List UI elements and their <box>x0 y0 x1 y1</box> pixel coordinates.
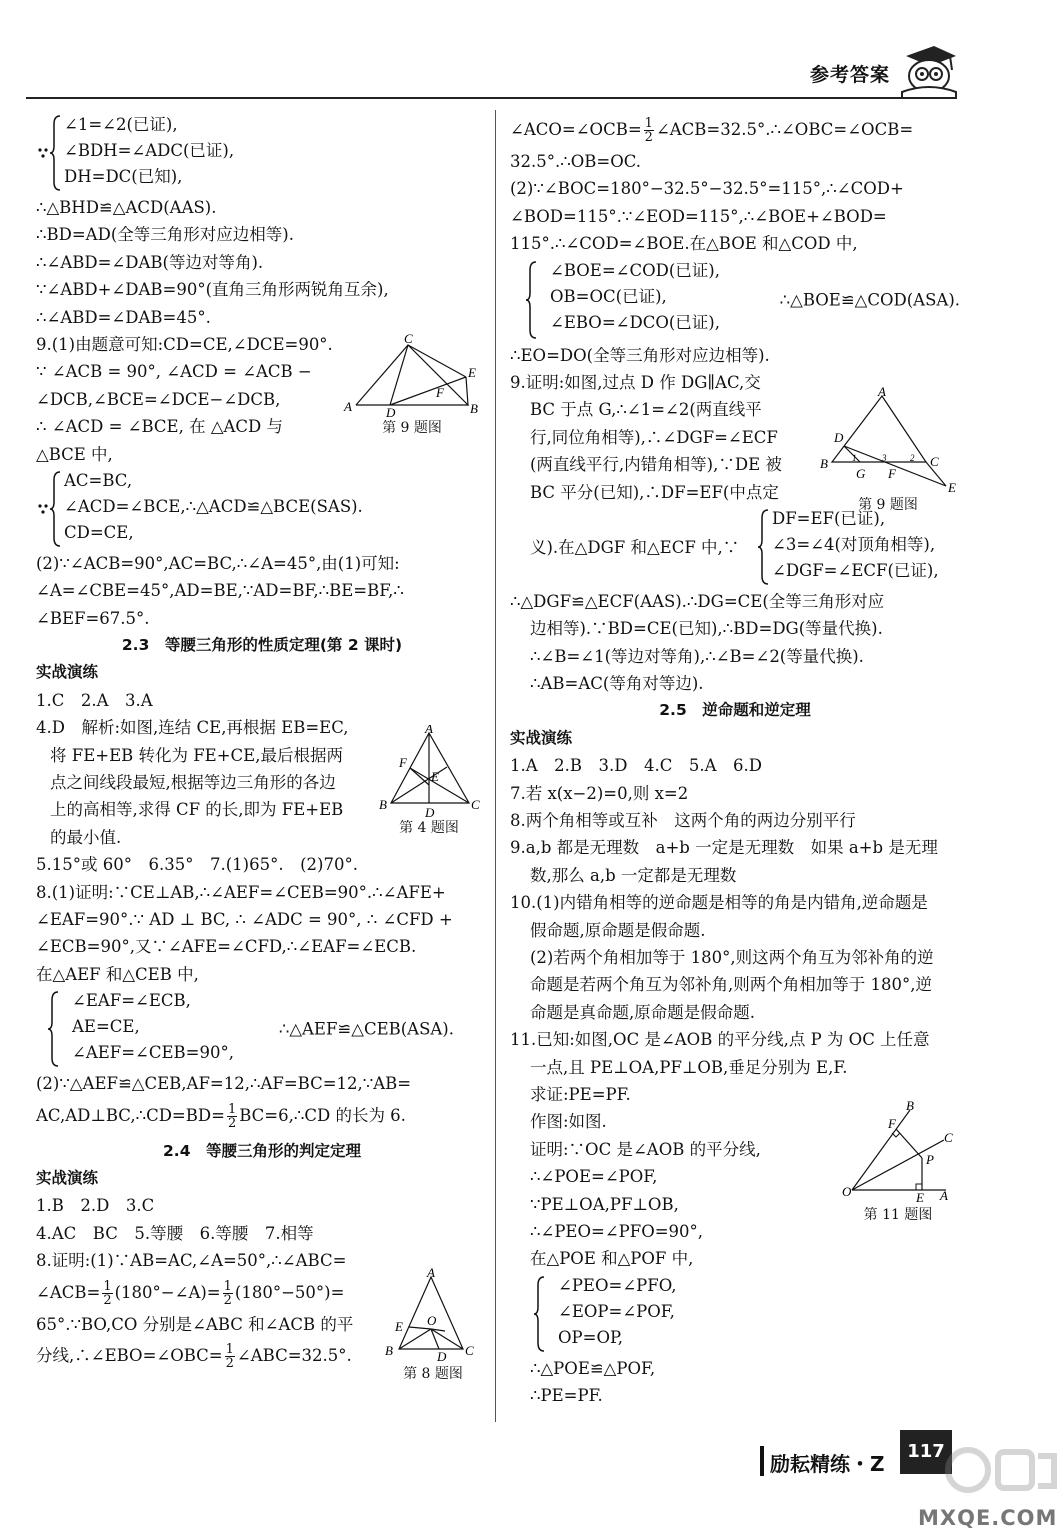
text-span: AC,AD⊥BC,∴CD=BD= <box>36 1105 225 1125</box>
text-line: 行,同位角相等),∴∠DGF=∠ECF <box>530 427 778 447</box>
text-span: ∠ACB=32.5°.∴∠OBC=∠OCB= <box>655 120 914 139</box>
text-line: (两直线平行,内错角相等),∵DE 被 <box>530 455 782 475</box>
text-line: 1.C 2.A 3.A <box>36 690 153 710</box>
svg-text:3: 3 <box>882 453 887 463</box>
brace-c11 <box>530 1273 960 1355</box>
text-line: ∠ECB=90°,又∵∠AFE=∠CFD,∴∠EAF=∠ECB. <box>36 937 417 957</box>
svg-text:F: F <box>888 466 896 481</box>
text-span: ∠ABC=32.5°. <box>236 1345 352 1365</box>
brace-conclusion: ∴△AEF≌△CEB(ASA). <box>278 1019 454 1039</box>
text-line: (2)∵∠ACB=90°,AC=BC,∴∠A=45°,由(1)可知: <box>36 553 400 573</box>
fraction-num: 1 <box>103 1278 112 1294</box>
brace-icon <box>44 988 70 1070</box>
text-line: (2)若两个角相加等于 180°,则这两个角互为邻补角的逆 <box>530 947 934 967</box>
svg-text:E: E <box>468 365 476 380</box>
text-line: 9.(1)由题意可知:CD=CE,∠DCE=90°. <box>36 334 333 354</box>
fraction-den: 2 <box>644 130 653 145</box>
text-line: ∴∠ABD=∠DAB=45°. <box>36 307 211 327</box>
text-line: 11.已知:如图,OC 是∠AOB 的平分线,点 P 为 OC 上任意 <box>510 1030 930 1050</box>
text-line: 在△AEF 和△CEB 中, <box>36 964 199 984</box>
triangle-diagram <box>816 386 960 494</box>
text-line: ∠BEF=67.5°. <box>36 608 150 628</box>
fraction-num: 1 <box>227 1101 237 1117</box>
text-line: 上的高相等,求得 CF 的长,即为 FE+EB <box>50 800 344 820</box>
brace-line: CD=CE, <box>64 522 134 542</box>
text-line: 将 FE+EB 转化为 FE+CE,最后根据两 <box>50 745 343 765</box>
text-line: 9.a,b 都是无理数 a+b 一定是无理数 如果 a+b 是无理 <box>510 838 938 858</box>
triangle-diagram <box>375 725 483 817</box>
fraction-den: 2 <box>227 1115 237 1131</box>
brace-r <box>522 258 960 342</box>
text-line: 求证:PE=PF. <box>530 1084 631 1104</box>
svg-text:A: A <box>344 399 352 414</box>
section-title: 2.3 等腰三角形的性质定理(第 2 课时) <box>121 636 403 655</box>
brace-line: ∠EOP=∠POF, <box>558 1301 675 1321</box>
page-footer <box>760 1418 1061 1536</box>
brace-line: DF=EF(已证), <box>772 508 886 528</box>
text-line: 作图:如图. <box>530 1112 607 1132</box>
text-line: 32.5°.∴OB=OC. <box>510 152 642 171</box>
brace-line: AE=CE, <box>72 1017 140 1037</box>
text-line: ∴BD=AD(全等三角形对应边相等). <box>36 225 294 245</box>
text-line: 4.AC BC 5.等腰 6.等腰 7.相等 <box>36 1223 314 1243</box>
text-span: (180°−50°)= <box>234 1282 345 1302</box>
triangle-diagram <box>383 1267 483 1363</box>
angle-diagram <box>840 1098 956 1204</box>
brace-line: ∠ACD=∠BCE,∴△ACD≌△BCE(SAS). <box>64 496 363 516</box>
svg-text:C: C <box>930 454 939 469</box>
fraction-den: 2 <box>225 1355 234 1371</box>
text-line <box>36 1098 488 1134</box>
svg-text:A: A <box>940 1188 948 1203</box>
svg-text:B: B <box>820 456 828 471</box>
svg-text:A: A <box>425 725 433 736</box>
page-number: 117 <box>900 1430 952 1474</box>
text-line: 10.(1)内错角相等的逆命题是相等的角是内错角,逆命题是 <box>510 893 928 913</box>
svg-text:D: D <box>386 405 396 417</box>
text-line: ∴∠POE=∠POF, <box>530 1167 658 1187</box>
text-line: 的最小值. <box>50 827 122 847</box>
text-line: 8.两个角相等或互补 这两个角的两边分别平行 <box>510 811 856 831</box>
svg-text:C: C <box>944 1130 953 1145</box>
figure-caption: 第 4 题图 <box>399 820 459 836</box>
triangle-diagram <box>342 333 482 417</box>
header-rule <box>26 97 956 99</box>
brace-line: ∠1=∠2(已证), <box>64 115 178 134</box>
text-line: (2)∵∠BOC=180°−32.5°−32.5°=115°,∴∠COD+ <box>510 179 904 199</box>
text-line: ∴△POE≌△POF, <box>530 1358 656 1378</box>
text-span: ∠ACO=∠OCB= <box>510 120 642 139</box>
svg-text:2: 2 <box>910 453 915 463</box>
text-line: ∠EAF=90°.∵ AD ⊥ BC, ∴ ∠ADC = 90°, ∴ ∠CFD + <box>36 909 453 929</box>
fraction-num: 1 <box>223 1278 232 1294</box>
brace-line: ∠AEF=∠CEB=90°, <box>72 1043 234 1063</box>
svg-text:A: A <box>427 1267 435 1280</box>
fraction <box>225 1343 235 1370</box>
fraction <box>644 117 654 144</box>
brace-line: AC=BC, <box>64 470 133 490</box>
svg-text:E: E <box>916 1190 924 1204</box>
figure-8 <box>383 1267 483 1383</box>
figure-caption: 第 8 题图 <box>403 1366 463 1382</box>
brace-line: ∠BOE=∠COD(已证), <box>550 260 720 280</box>
mascot-icon <box>898 42 960 102</box>
brace-line: ∠BDH=∠ADC(已证), <box>64 141 235 160</box>
because-brace-icon <box>36 468 62 550</box>
column-divider <box>495 110 496 1422</box>
text-line: ∴EO=DO(全等三角形对应边相等). <box>510 345 770 365</box>
subsection-title: 实战演练 <box>36 1168 99 1187</box>
figure-9-right <box>816 386 960 514</box>
text-line: ∴ ∠ACD = ∠BCE, 在 △ACD 与 <box>36 417 284 437</box>
text-line: 8.证明:(1)∵AB=AC,∠A=50°,∴∠ABC= <box>36 1251 347 1271</box>
text-line: 7.若 x(x−2)=0,则 x=2 <box>510 783 689 803</box>
section-title: 2.5 逆命题和逆定理 <box>659 701 811 720</box>
svg-text:E: E <box>948 480 956 494</box>
fraction <box>102 1280 112 1307</box>
text-span: ∠ACB= <box>36 1282 101 1302</box>
svg-text:C: C <box>404 333 413 346</box>
text-line: ∴∠B=∠1(等边对等角),∴∠B=∠2(等量代换). <box>530 646 864 666</box>
figure-11 <box>840 1098 956 1224</box>
footer-bar <box>760 1446 764 1476</box>
brace-line: ∠EAF=∠ECB, <box>72 991 191 1011</box>
fraction-num: 1 <box>644 116 653 131</box>
svg-text:F: F <box>399 755 407 770</box>
brace-line: OP=OP, <box>558 1327 623 1347</box>
svg-text:O: O <box>427 1313 437 1328</box>
text-line: ∵ ∠ACB = 90°, ∠ACD = ∠ACB − <box>36 362 312 382</box>
watermark-text: MXQE.COM <box>918 1506 1058 1530</box>
text-line: 义).在△DGF 和△ECF 中,∵ <box>530 537 740 557</box>
brace-proof-8 <box>36 112 488 194</box>
text-line: 4.D 解析:如图,连结 CE,再根据 EB=EC, <box>36 718 349 738</box>
text-line: ∠DCB,∠BCE=∠DCE−∠DCB, <box>36 389 281 409</box>
text-line: 在△POE 和△POF 中, <box>530 1249 694 1269</box>
fraction <box>227 1103 237 1130</box>
svg-text:P: P <box>926 1152 934 1167</box>
text-line: 边相等).∵BD=CE(已知),∴BD=DG(等量代换). <box>530 619 883 639</box>
text-line: 5.15°或 60° 6.35° 7.(1)65°. (2)70°. <box>36 855 358 875</box>
svg-text:D: D <box>834 430 844 445</box>
svg-text:D: D <box>425 805 435 817</box>
brace-q9 <box>36 468 488 550</box>
text-line: ∴△DGF≌△ECF(AAS).∴DG=CE(全等三角形对应 <box>510 591 885 611</box>
text-line: ∴∠ABD=∠DAB(等边对等角). <box>36 252 264 272</box>
figure-9-left <box>342 333 482 437</box>
text-span: 分线,∴∠EBO=∠OBC= <box>36 1345 223 1365</box>
text-line: 115°.∴∠COD=∠BOE.在△BOE 和△COD 中, <box>510 234 858 254</box>
text-line: 证明:∵OC 是∠AOB 的平分线, <box>530 1139 761 1159</box>
because-brace-icon <box>36 112 62 194</box>
svg-text:B: B <box>906 1098 914 1113</box>
text-line: 数,那么 a,b 一定都是无理数 <box>530 865 737 885</box>
text-span: BC=6,∴CD 的长为 6. <box>239 1105 406 1125</box>
page-header <box>0 0 1061 110</box>
svg-text:B: B <box>385 1343 393 1358</box>
svg-text:B: B <box>470 401 478 416</box>
brace-line: ∠3=∠4(对顶角相等), <box>772 534 936 554</box>
fraction <box>223 1280 233 1307</box>
text-line: 一点,且 PE⊥OA,PF⊥OB,垂足分别为 E,F. <box>530 1057 848 1077</box>
brace-line: ∠PEO=∠PFO, <box>558 1275 677 1295</box>
svg-text:F: F <box>888 1116 896 1131</box>
brace-icon <box>754 506 772 588</box>
text-line: ∴AB=AC(等角对等边). <box>530 674 704 694</box>
figure-caption: 第 11 题图 <box>863 1207 933 1223</box>
svg-text:O: O <box>842 1184 852 1199</box>
svg-text:D: D <box>437 1349 447 1363</box>
figure-caption: 第 9 题图 <box>858 497 918 513</box>
text-line: ∵PE⊥OA,PF⊥OB, <box>530 1194 679 1214</box>
svg-text:E: E <box>395 1319 403 1334</box>
text-line: 65°.∵BO,CO 分别是∠ABC 和∠ACB 的平 <box>36 1314 354 1334</box>
svg-text:B: B <box>379 797 387 812</box>
text-line: ∴∠PEO=∠PFO=90°, <box>530 1221 704 1241</box>
text-line: 命题是真命题,原命题是假命题. <box>530 1002 755 1022</box>
brace-line: ∠DGF=∠ECF(已证), <box>772 560 939 580</box>
text-line: ∴PE=PF. <box>530 1386 603 1406</box>
brace-line: DH=DC(已知), <box>64 167 183 186</box>
fraction-num: 1 <box>225 1341 234 1357</box>
brace-line: ∠EBO=∠DCO(已证), <box>550 312 720 332</box>
fraction-den: 2 <box>223 1292 232 1308</box>
svg-text:1: 1 <box>852 453 857 463</box>
header-title: 参考答案 <box>810 64 891 86</box>
brace-line: OB=OC(已证), <box>550 286 667 306</box>
text-line: ∵∠ABD+∠DAB=90°(直角三角形两锐角互余), <box>36 280 389 300</box>
text-line: BC 平分(已知),∴DF=EF(中点定 <box>530 482 779 502</box>
svg-text:F: F <box>436 385 444 400</box>
svg-text:G: G <box>856 466 866 481</box>
footer-brand: 励耘精练・Z <box>770 1452 885 1476</box>
text-line: △BCE 中, <box>36 444 113 464</box>
svg-text:C: C <box>465 1343 474 1358</box>
fraction-den: 2 <box>103 1292 112 1308</box>
text-line: 1.A 2.B 3.D 4.C 5.A 6.D <box>510 756 762 776</box>
subsection-title: 实战演练 <box>510 728 573 747</box>
svg-text:E: E <box>431 769 439 784</box>
text-line: (2)∵△AEF≌△CEB,AF=12,∴AF=BC=12,∵AB= <box>36 1074 412 1094</box>
text-span: (180°−∠A)= <box>114 1282 221 1302</box>
text-line <box>510 112 960 148</box>
brace-q9r <box>510 506 960 588</box>
svg-text:C: C <box>471 797 480 812</box>
text-line: ∠A=∠CBE=45°,AD=BE,∵AD=BF,∴BE=BF,∴ <box>36 581 404 601</box>
text-line: 命题是若两个角互为邻补角,则两个角相加等于 180°,逆 <box>530 975 932 995</box>
text-line: 假命题,原命题是假命题. <box>530 920 706 940</box>
brace-conclusion: ∴△BOE≌△COD(ASA). <box>779 290 960 310</box>
text-line: BC 于点 G,∴∠1=∠2(两直线平 <box>530 400 762 420</box>
text-line: 9.证明:如图,过点 D 作 DG∥AC,交 <box>510 372 761 392</box>
text-line: ∴△BHD≌△ACD(AAS). <box>36 198 217 217</box>
text-line: ∠BOD=115°.∵∠EOD=115°,∴∠BOE+∠BOD= <box>510 206 887 226</box>
svg-text:A: A <box>878 386 886 399</box>
section-title: 2.4 等腰三角形的判定定理 <box>163 1141 361 1160</box>
text-line: 8.(1)证明:∵CE⊥AB,∴∠AEF=∠CEB=90°.∴∠AFE+ <box>36 882 446 902</box>
brace-icon <box>522 258 548 342</box>
text-line: 点之间线段最短,根据等边三角形的各边 <box>50 773 336 793</box>
subsection-title: 实战演练 <box>36 663 99 682</box>
text-line: 1.B 2.D 3.C <box>36 1196 155 1216</box>
brace-a8 <box>44 988 488 1070</box>
figure-4 <box>375 725 483 837</box>
brace-icon <box>530 1273 556 1355</box>
figure-caption: 第 9 题图 <box>382 420 442 436</box>
